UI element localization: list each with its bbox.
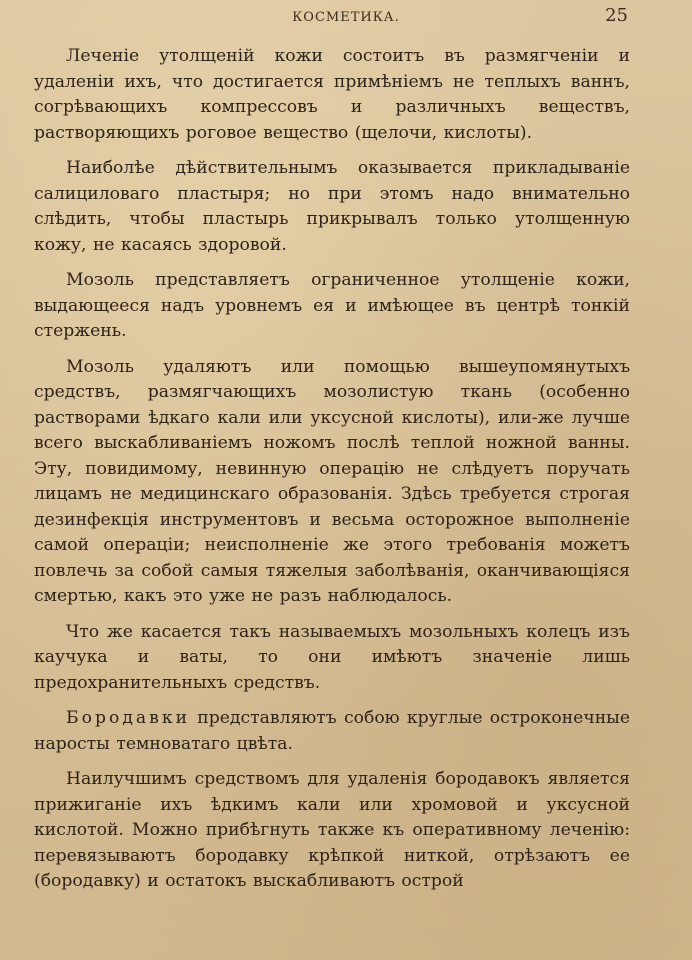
paragraph-corn-definition: Мозоль представляетъ ограниченное утолщеніе кожи, выдающееся надъ уровнемъ ея и имѣющее въ центрѣ тонкій стержень.	[34, 270, 630, 341]
paragraph-corn-rings: Что же касается такъ называемыхъ мозольныхъ колецъ изъ каучука и ваты, то они имѣютъ значеніе лишь предохранительныхъ средствъ.	[34, 621, 630, 693]
paragraph-corn-removal: Мозоль удаляютъ или помощью вышеупомянутыхъ средствъ, размягчающихъ мозолистую ткань (особенно растворами ѣдкаго кали или уксусной кислоты), или-же лучше всего выскабливаніемъ ножомъ послѣ теплой ножной ванны. Эту, повидимому, невинную операцію не слѣдуетъ поручать лицамъ не медицинскаго образованія. Здѣсь требуется строгая дезинфекція инструментовъ и весьма осторожное выполненіе самой операціи; неисполненіе же этого требованія можетъ повлечь за собой самыя тяжелыя заболѣванія, оканчивающіяся смертью, какъ это уже не разъ наблюдалось.	[34, 356, 630, 606]
paragraph-thickening-treatment: Леченіе утолщеній кожи состоитъ въ размягченіи и удаленіи ихъ, что достигается примѣніемъ не теплыхъ ваннъ, согрѣвающихъ компрессовъ и различныхъ веществъ, растворяющихъ роговое вещество (щелочи, кислоты).	[34, 46, 630, 143]
paragraph-wart-removal: Наилучшимъ средствомъ для удаленія бородавокъ является прижиганіе ихъ ѣдкимъ кали или хромовой и уксусной кислотой. Можно прибѣгнуть также къ оперативному леченію: перевязываютъ бородавку крѣпкой ниткой, отрѣзаютъ ее (бородавку) и остатокъ выскабливаютъ острой	[34, 769, 630, 891]
running-title: КОСМЕТИКА.	[292, 10, 400, 25]
warts-description: представляютъ собою круглые остроконечные наросты темноватаго цвѣта.	[34, 708, 630, 754]
paragraph-warts	[34, 706, 630, 757]
warts-term: Бородавки	[66, 708, 191, 728]
paragraph-salicylic-plaster: Наиболѣе дѣйствительнымъ оказывается прикладываніе салициловаго пластыря; но при этомъ надо внимательно слѣдить, чтобы пластырь прикрывалъ только утолщенную кожу, не касаясь здоровой.	[34, 158, 630, 255]
page-header	[0, 4, 692, 28]
page-number: 25	[605, 5, 628, 26]
body-text	[34, 44, 630, 905]
